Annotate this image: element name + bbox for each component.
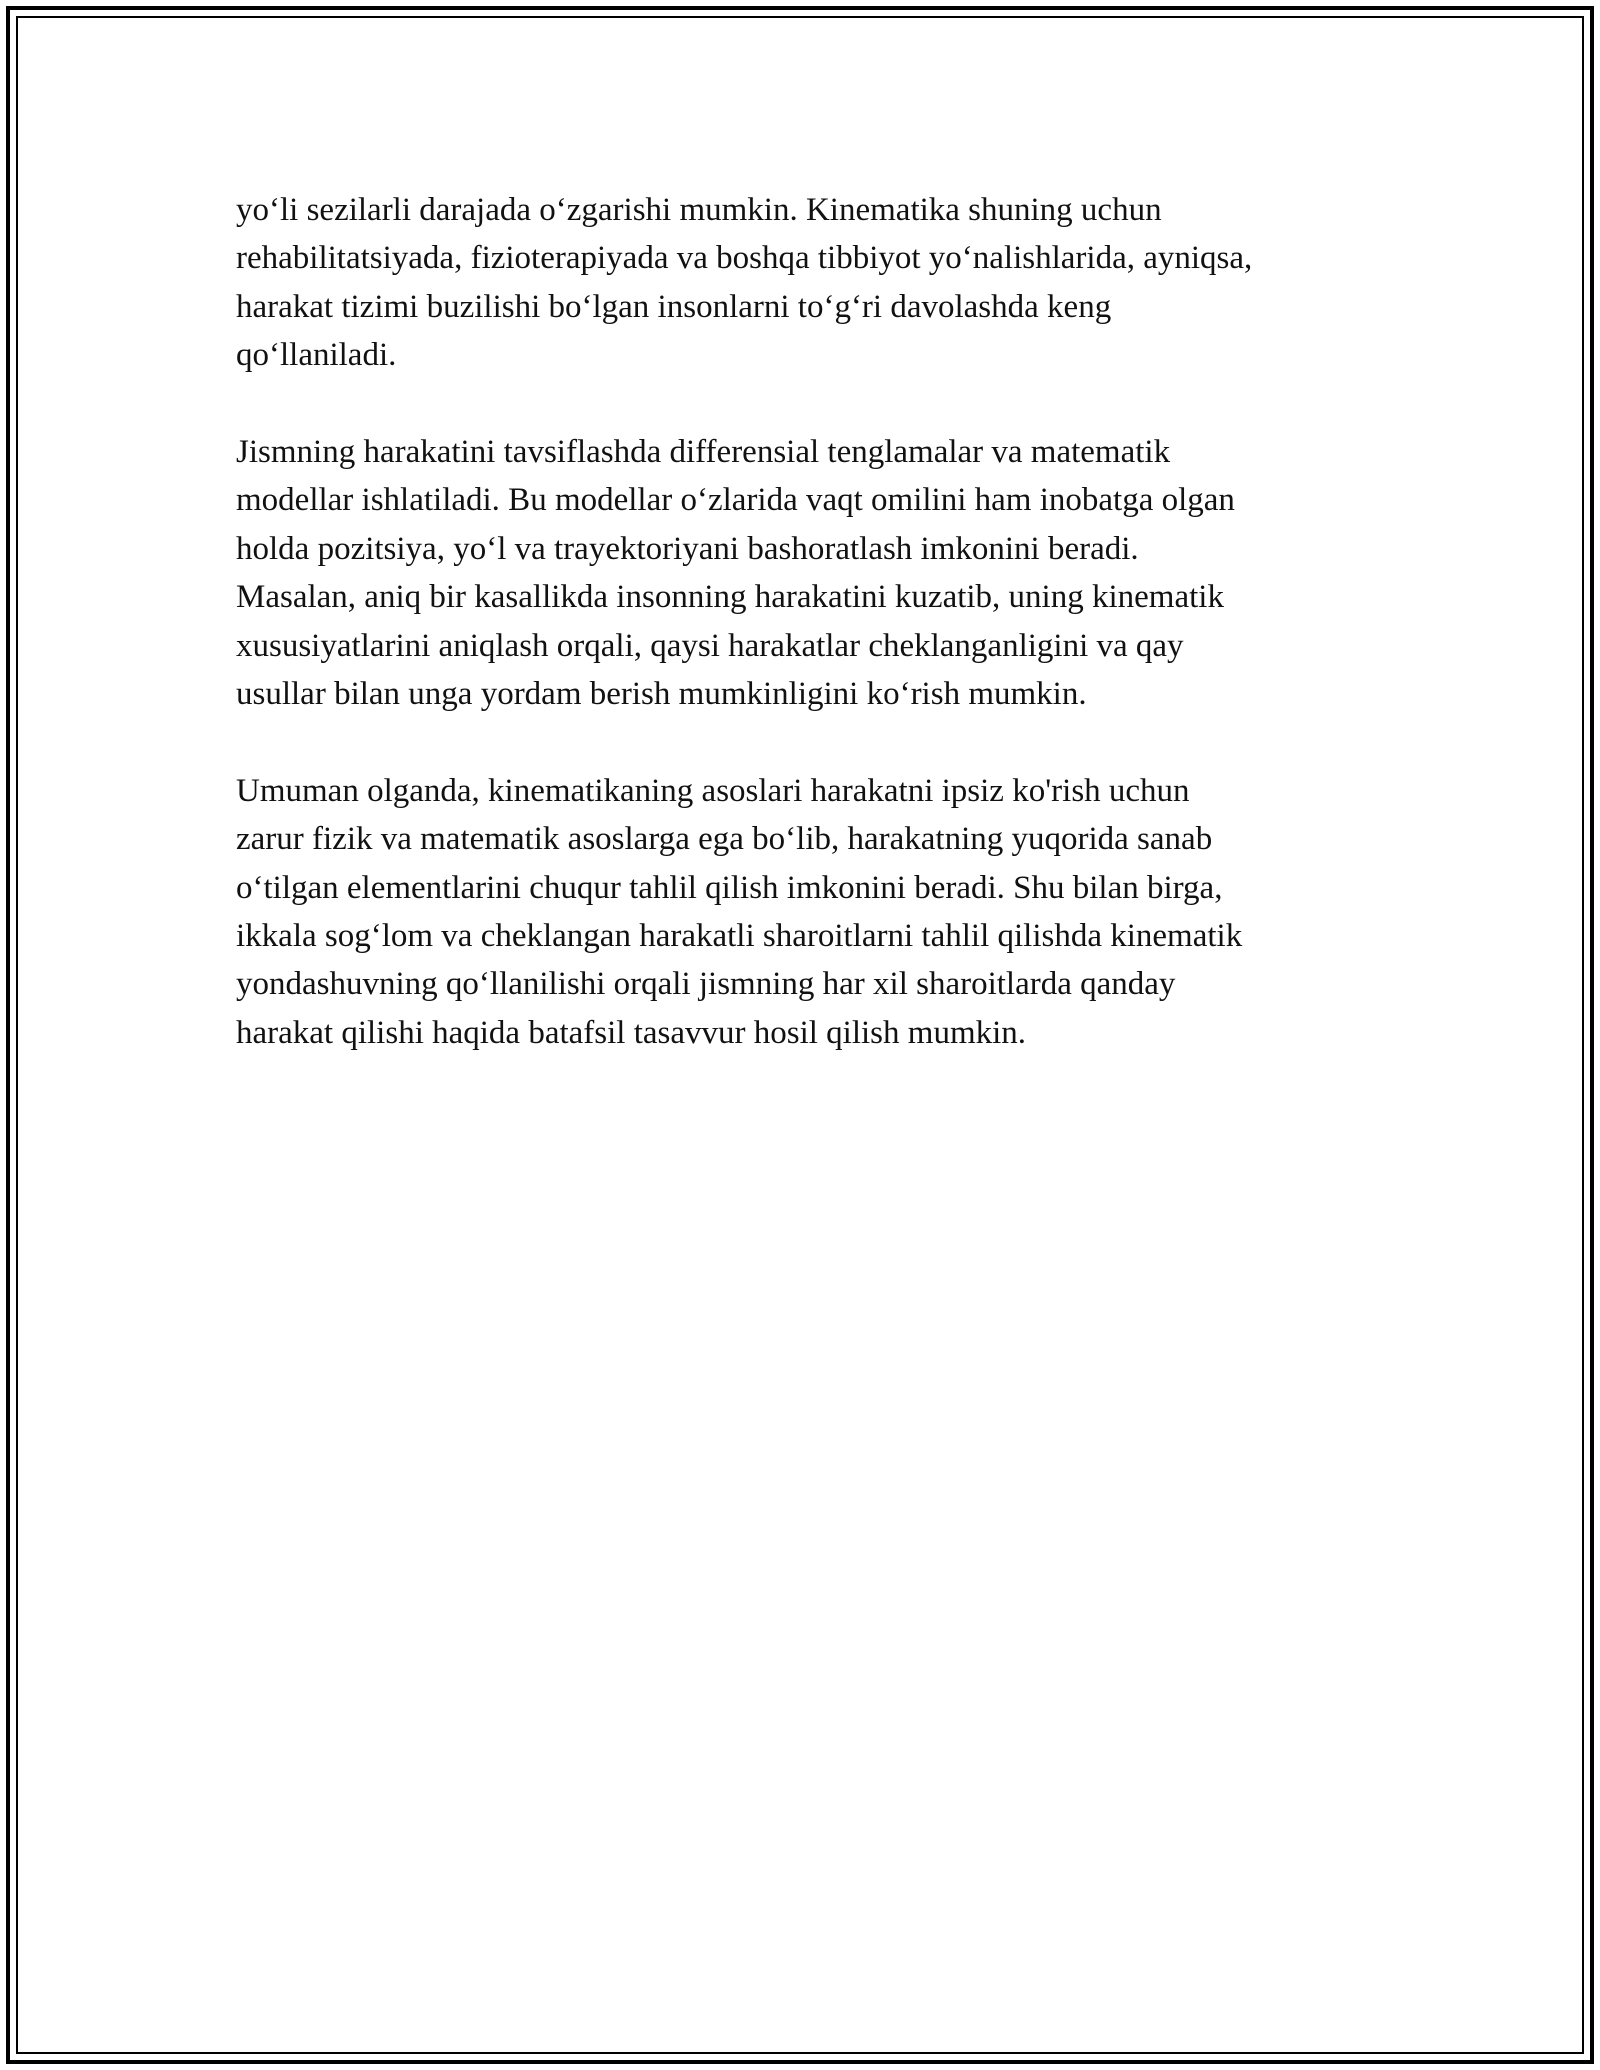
text-line: modellar ishlatiladi. Bu modellar o‘zlarida vaqt omilini ham inobatga olgan <box>236 482 1235 519</box>
paragraph-3 <box>236 767 1396 1057</box>
text-line: usullar bilan unga yordam berish mumkinligini ko‘rish mumkin. <box>236 676 1087 713</box>
text-line: zarur fizik va matematik asoslarga ega bo‘lib, harakatning yuqorida sanab <box>236 821 1213 858</box>
text-line: Jismning harakatini tavsiflashda differensial tenglamalar va matematik <box>236 434 1171 471</box>
paragraph-2 <box>236 428 1396 718</box>
text-line: harakat qilishi haqida batafsil tasavvur hosil qilish mumkin. <box>236 1014 1027 1051</box>
text-line: rehabilitatsiyada, fizioterapiyada va boshqa tibbiyot yo‘nalishlarida, ayniqsa, <box>236 240 1253 277</box>
text-line: qo‘llaniladi. <box>236 337 397 374</box>
text-line: o‘tilgan elementlarini chuqur tahlil qilish imkonini beradi. Shu bilan birga, <box>236 869 1223 906</box>
text-line: xususiyatlarini aniqlash orqali, qaysi harakatlar cheklanganligini va qay <box>236 627 1184 664</box>
text-line: Umuman olganda, kinematikaning asoslari harakatni ipsiz ko'rish uchun <box>236 772 1190 809</box>
text-line: holda pozitsiya, yo‘l va trayektoriyani bashoratlash imkonini beradi. <box>236 530 1139 567</box>
text-line: yondashuvning qo‘llanilishi orqali jismning har xil sharoitlarda qanday <box>236 966 1176 1003</box>
text-line: ikkala sog‘lom va cheklangan harakatli sharoitlarni tahlil qilishda kinematik <box>236 918 1243 955</box>
paragraph-1 <box>236 186 1396 380</box>
text-line: Masalan, aniq bir kasallikda insonning harakatini kuzatib, uning kinematik <box>236 579 1224 616</box>
text-line: yo‘li sezilarli darajada o‘zgarishi mumkin. Kinematika shuning uchun <box>236 192 1162 228</box>
text-line: harakat tizimi buzilishi bo‘lgan insonlarni to‘g‘ri davolashda keng <box>236 288 1112 325</box>
document-body <box>236 186 1396 1106</box>
